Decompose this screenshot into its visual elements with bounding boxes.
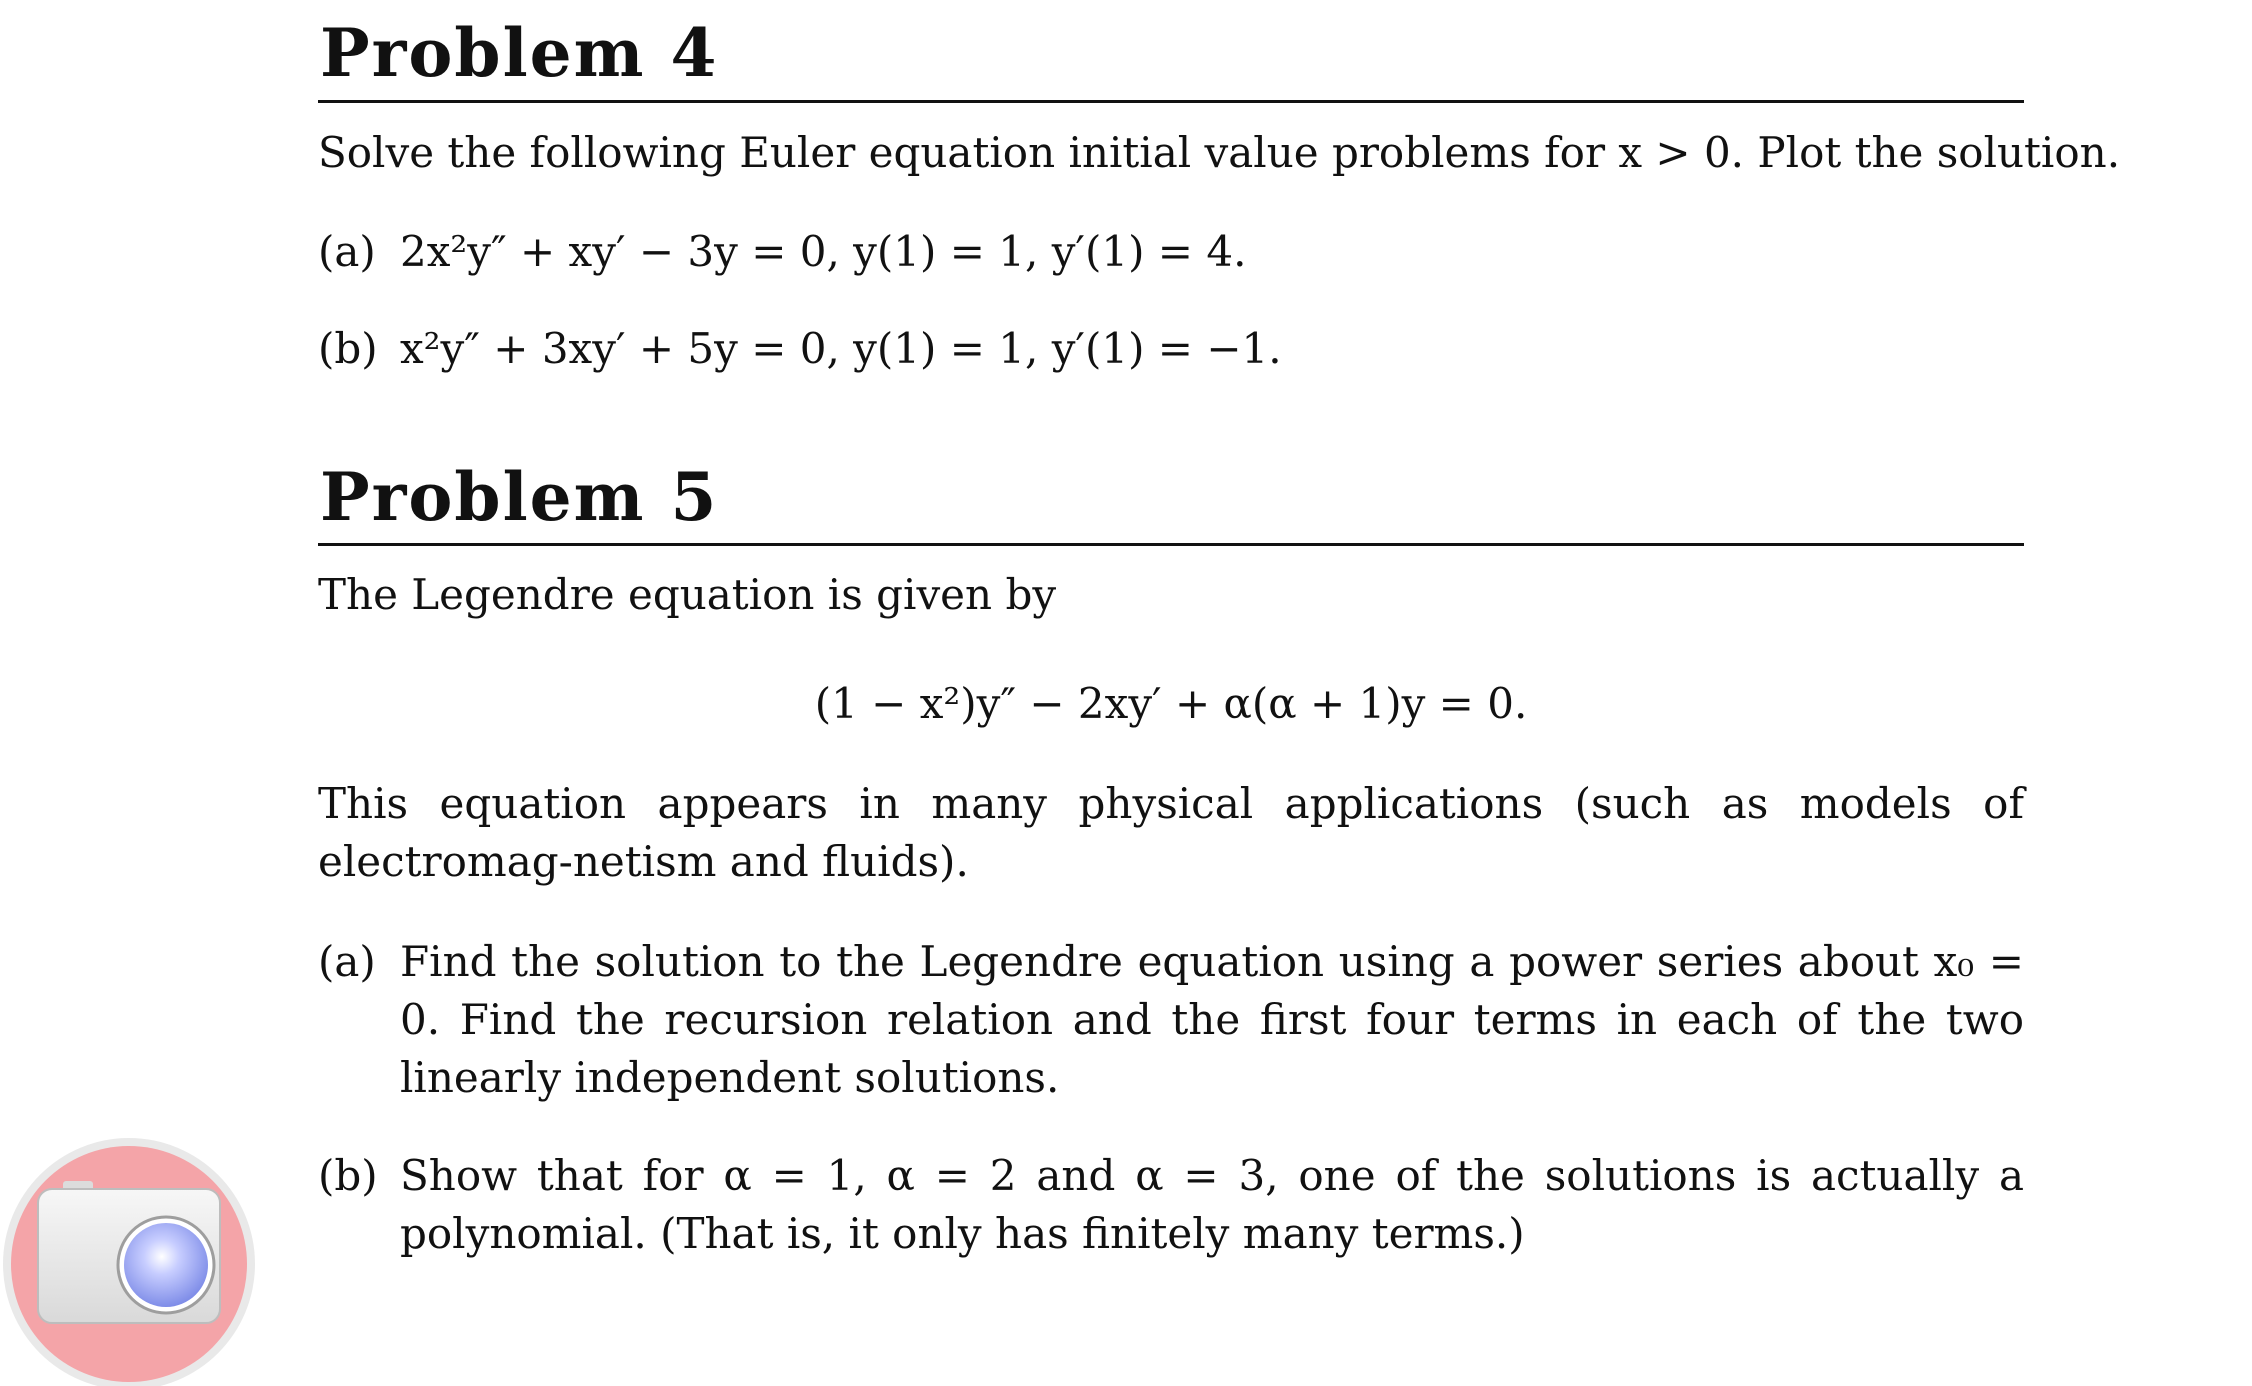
- camera-badge-button[interactable]: [0, 1135, 258, 1386]
- problem-4-item-b-label: (b): [318, 324, 378, 373]
- problem-5-item-b-label: (b): [318, 1151, 378, 1200]
- camera-icon: [0, 1135, 258, 1386]
- problem-5-context: This equation appears in many physical applications (such as models of electromag-netism and fluids).: [318, 779, 2024, 886]
- problem-5-item-b-text: Show that for α = 1, α = 2 and α = 3, one of the solutions is actually a polynomial. (That is, it only has finitely many terms.): [400, 1151, 2024, 1258]
- problem-4-item-b-equation: x²y″ + 3xy′ + 5y = 0, y(1) = 1, y′(1) = −1.: [400, 324, 1282, 373]
- problem-5-intro: The Legendre equation is given by: [318, 570, 1057, 619]
- problem-4-rule: [318, 100, 2024, 103]
- legendre-equation: (1 − x²)y″ − 2xy′ + α(α + 1)y = 0.: [814, 679, 1528, 728]
- problem-5-item-a-text: Find the solution to the Legendre equation using a power series about x₀ = 0. Find the recursion relation and the first four terms in each of the two linearly independent solutions.: [400, 937, 2024, 1102]
- problem-4-item-a-equation: 2x²y″ + xy′ − 3y = 0, y(1) = 1, y′(1) = 4.: [400, 227, 1247, 276]
- problem-4-item-a-label: (a): [318, 227, 376, 276]
- problem-5-rule: [318, 543, 2024, 546]
- problem-5-heading: Problem 5: [320, 458, 719, 536]
- problem-5-item-a-label: (a): [318, 937, 376, 986]
- problem-4-heading: Problem 4: [320, 14, 719, 92]
- problem-4-intro: Solve the following Euler equation initial value problems for x > 0. Plot the solution.: [318, 128, 2121, 177]
